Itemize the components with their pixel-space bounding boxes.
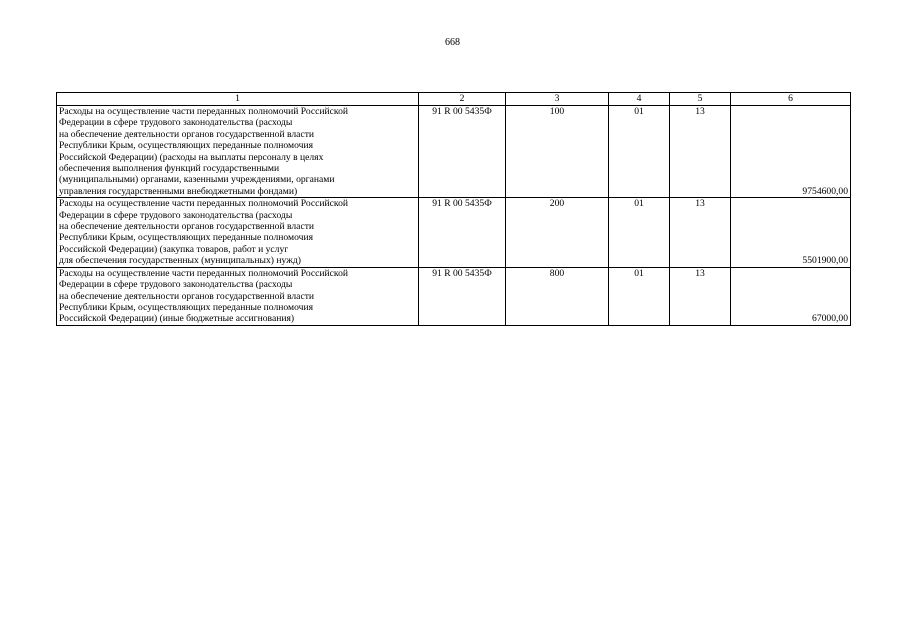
row-description [57,267,419,325]
description-line: Российской Федерации) (закупка товаров, работ и услуг [59,243,289,255]
row-amount: 9754600,00 [731,106,851,198]
row-code: 91 R 00 5435Ф [419,106,506,198]
description-line: (муниципальными) органами, казенными учреждениями, органами [59,174,335,186]
description-line: обеспечения выполнения функций государственными [59,163,280,175]
header-col-2: 2 [419,93,506,106]
description-line: Федерации в сфере трудового законодательства (расходы [59,209,293,221]
row-amount: 67000,00 [731,267,851,325]
row-code: 91 R 00 5435Ф [419,198,506,267]
description-line: для обеспечения государственных (муниципальных) нужд) [59,255,301,267]
description-line: на обеспечение деятельности органов государственной власти [59,128,315,140]
row-section: 01 [609,198,670,267]
page-number: 668 [445,37,460,48]
description-line: Российской Федерации) (расходы на выплаты персоналу в целях [59,151,324,163]
description-line: Расходы на осуществление части переданных полномочий Российской [59,106,349,117]
description-line: на обеспечение деятельности органов государственной власти [59,290,315,302]
table-header-row [57,93,851,106]
row-subsection: 13 [670,267,731,325]
description-line: Республики Крым, осуществляющих переданные полномочия [59,232,313,244]
description-line: Республики Крым, осуществляющих переданные полномочия [59,301,313,313]
description-line: Республики Крым, осуществляющих переданные полномочия [59,140,313,152]
description-line: Федерации в сфере трудового законодательства (расходы [59,117,293,129]
description-line: Российской Федерации) (иные бюджетные ассигнования) [59,313,295,325]
row-type: 200 [506,198,609,267]
header-col-6: 6 [731,93,851,106]
row-description [57,106,419,198]
row-subsection: 13 [670,198,731,267]
description-line: Расходы на осуществление части переданных полномочий Российской [59,267,349,279]
table-row [57,106,851,198]
row-code: 91 R 00 5435Ф [419,267,506,325]
header-col-4: 4 [609,93,670,106]
row-description [57,198,419,267]
header-col-3: 3 [506,93,609,106]
description-line: Федерации в сфере трудового законодательства (расходы [59,279,293,291]
table-row [57,267,851,325]
row-type: 100 [506,106,609,198]
budget-table [56,92,851,326]
description-line: на обеспечение деятельности органов государственной власти [59,221,315,233]
row-amount: 5501900,00 [731,198,851,267]
row-section: 01 [609,267,670,325]
header-col-1: 1 [57,93,419,106]
row-type: 800 [506,267,609,325]
row-section: 01 [609,106,670,198]
header-col-5: 5 [670,93,731,106]
description-line: Расходы на осуществление части переданных полномочий Российской [59,198,349,210]
table-row [57,198,851,267]
description-line: управления государственными внебюджетными фондами) [59,185,298,197]
row-subsection: 13 [670,106,731,198]
